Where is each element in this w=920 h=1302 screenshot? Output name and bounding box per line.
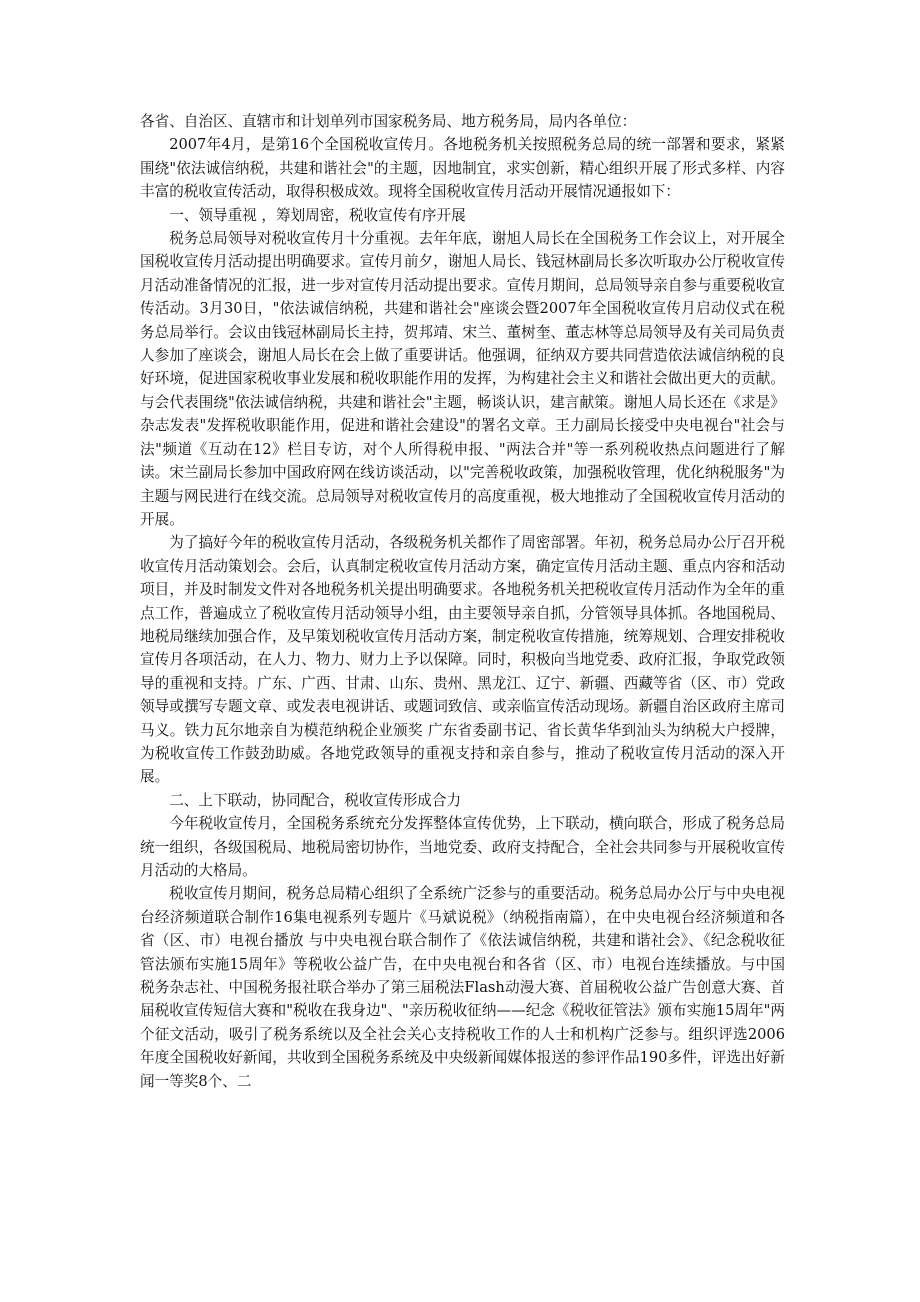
- paragraph-deployment: 为了搞好今年的税收宣传月活动，各级税务机关都作了周密部署。年初，税务总局办公厅召开税收宣传月活动策划会。会后，认真制定税收宣传月活动方案，确定宣传月活动主题、重点内容和活动项目，并及时制发文件对各地税务机关提出明确要求。各地税务机关把税收宣传月活动作为全年的重点工作，普遍成立了税收宣传月活动领导小组，由主要领导亲自抓，分管领导具体抓。各地国税局、地税局继续加强合作，及早策划税收宣传月活动方案，制定税收宣传措施，统筹规划、合理安排税收宣传月各项活动，在人力、物力、财力上予以保障。同时，积极向当地党委、政府汇报，争取党政领导的重视和支持。广东、广西、甘肃、山东、贵州、黑龙江、辽宁、新疆、西藏等省（区、市）党政领导或撰写专题文章、或发表电视讲话、或题词致信、或亲临宣传活动现场。新疆自治区政府主席司马义。铁力瓦尔地亲自为模范纳税企业颁奖 广东省委副书记、省长黄华华到汕头为纳税大户授牌，为税收宣传工作鼓劲助威。各地党政领导的重视支持和亲自参与，推动了税收宣传月活动的深入开展。: [140, 534, 785, 786]
- salutation: 各省、自治区、直辖市和计划单列市国家税务局、地方税务局，局内各单位：: [140, 113, 637, 130]
- paragraph-activities: 税收宣传月期间，税务总局精心组织了全系统广泛参与的重要活动。税务总局办公厅与中央电视台经济频道联合制作16集电视系列专题片《马斌说税》（纳税指南篇），在中央电视台经济频道和各省（区、市）电视台播放 与中央电视台联合制作了《依法诚信纳税，共建和谐社会》、《纪念税收征管法颁布实施15周年》等税收公益广告，在中央电视台和各省（区、市）电视台连续播放。与中国税务杂志社、中国税务报社联合举办了第三届税法Flash动漫大赛、首届税收公益广告创意大赛、首届税收宣传短信大赛和"税收在我身边"、"亲历税收征纳——纪念《税收征管法》颁布实施15周年"两个征文活动，吸引了税务系统以及全社会关心支持税收工作的人士和机构广泛参与。组织评选2006年度全国税收好新闻，共收到全国税务系统及中央级新闻媒体报送的参评作品190多件，评选出好新闻一等奖8个、二: [140, 885, 785, 1090]
- document-body: [140, 110, 785, 1093]
- section-heading-1: 一、领导重视 ，筹划周密，税收宣传有序开展: [169, 206, 466, 224]
- paragraph-leadership: 税务总局领导对税收宣传月十分重视。去年年底，谢旭人局长在全国税务工作会议上，对开展全国税收宣传月活动提出明确要求。宣传月前夕，谢旭人局长、钱冠林副局长多次听取办公厅税收宣传月活动准备情况的汇报，进一步对宣传月活动提出要求。宣传月期间，总局领导亲自参与重要税收宣传活动。3月30日，"依法诚信纳税，共建和谐社会"座谈会暨2007年全国税收宣传月启动仪式在税务总局举行。会议由钱冠林副局长主持，贺邦靖、宋兰、董树奎、董志林等总局领导及有关司局负责人参加了座谈会，谢旭人局长在会上做了重要讲话。他强调，征纳双方要共同营造依法诚信纳税的良好环境，促进国家税收事业发展和税收职能作用的发挥，为构建社会主义和谐社会做出更大的贡献。与会代表围绕"依法诚信纳税，共建和谐社会"主题，畅谈认识，建言献策。谢旭人局长还在《求是》杂志发表"发挥税收职能作用，促进和谐社会建设"的署名文章。王力副局长接受中央电视台"社会与法"频道《互动在12》栏目专访，对个人所得税申报、"两法合并"等一系列税收热点问题进行了解读。宋兰副局长参加中国政府网在线访谈活动，以"完善税收政策，加强税收管理，优化纳税服务"为主题与网民进行在线交流。总局领导对税收宣传月的高度重视，极大地推动了全国税收宣传月活动的开展。: [140, 230, 785, 528]
- paragraph-intro: 2007年4月，是第16个全国税收宣传月。各地税务机关按照税务总局的统一部署和要求，紧紧围绕"依法诚信纳税，共建和谐社会"的主题，因地制宜，求实创新，精心组织开展了形式多样、内容丰富的税收宣传活动，取得积极成效。现将全国税收宣传月活动开展情况通报如下：: [140, 136, 785, 201]
- section-heading-2: 二、上下联动，协同配合，税收宣传形成合力: [169, 791, 462, 809]
- paragraph-coordination: 今年税收宣传月，全国税务系统充分发挥整体宣传优势，上下联动，横向联合，形成了税务总局统一组织，各级国税局、地税局密切协作，当地党委、政府支持配合，全社会共同参与开展税收宣传月活动的大格局。: [140, 815, 785, 879]
